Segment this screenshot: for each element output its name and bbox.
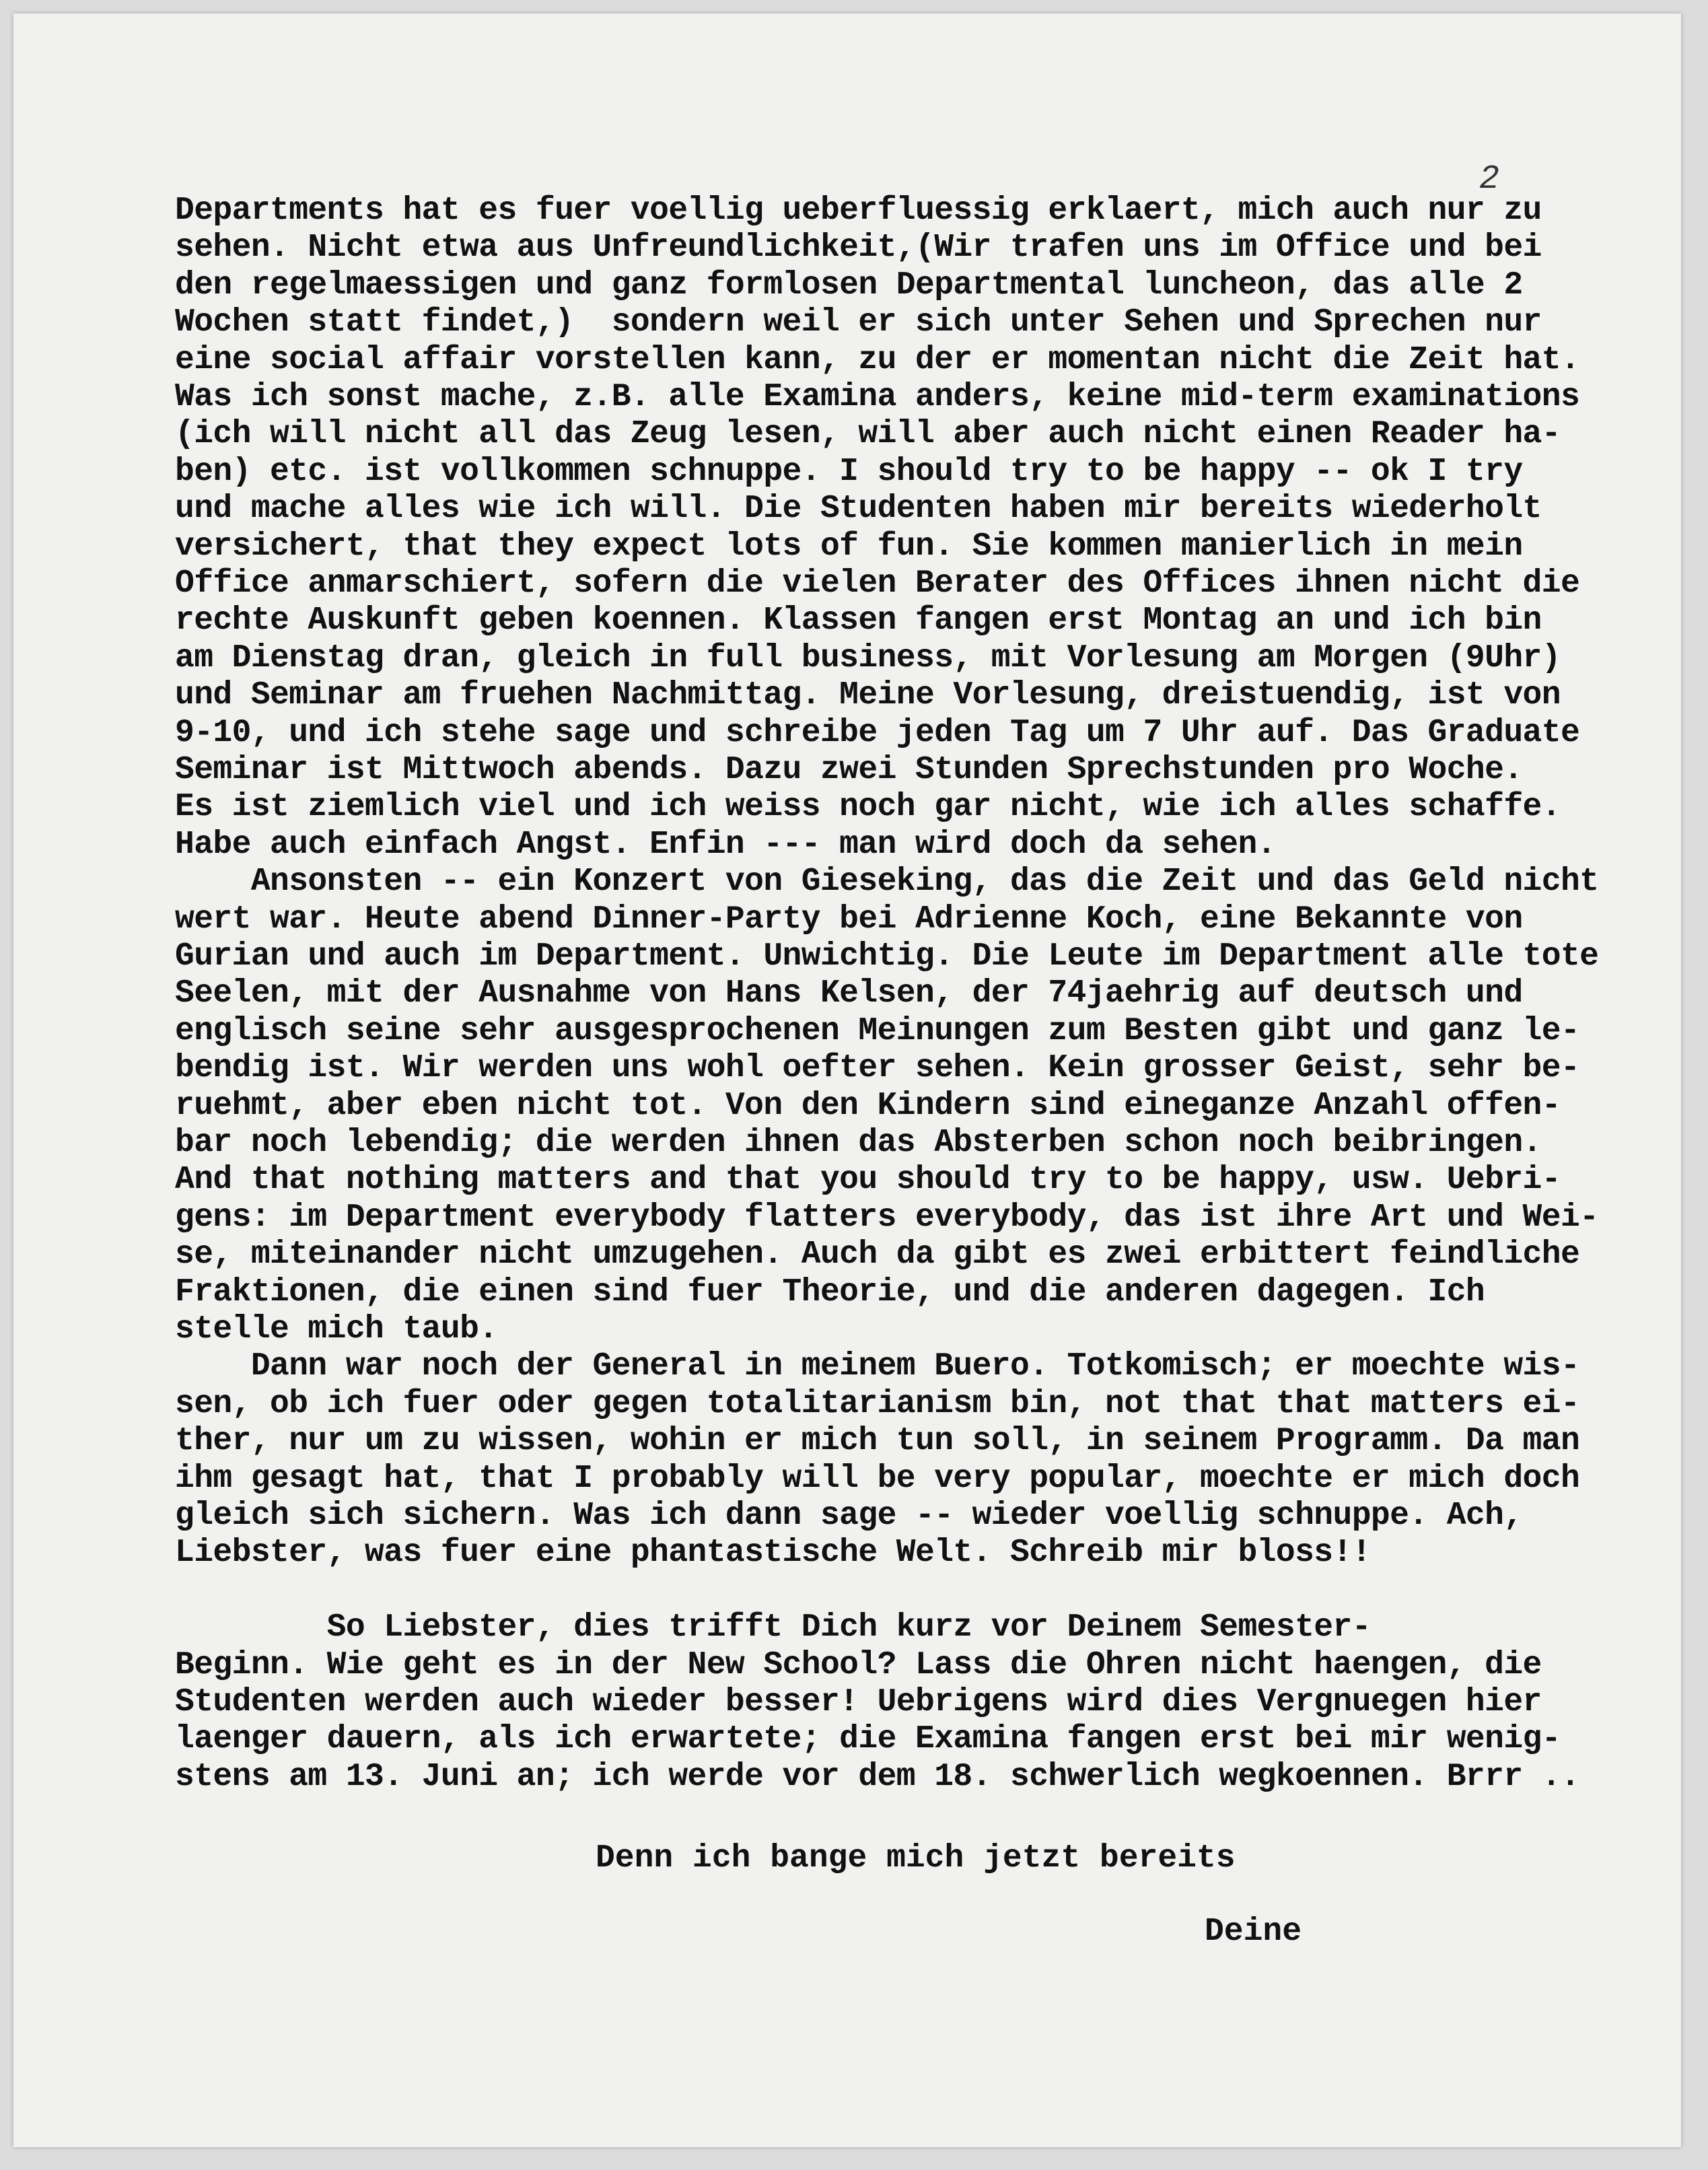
- text-line: laenger dauern, als ich erwartete; die Examina fangen erst bei mir wenig-: [175, 1721, 1561, 1757]
- text-line: Dann war noch der General in meinem Buero. Totkomisch; er moechte wis-: [175, 1348, 1580, 1385]
- text-line: Habe auch einfach Angst. Enfin --- man wird doch da sehen.: [175, 827, 1276, 863]
- text-line: Seelen, mit der Ausnahme von Hans Kelsen, der 74jaehrig auf deutsch und: [175, 975, 1523, 1012]
- text-line: gens: im Department everybody flatters everybody, das ist ihre Art und Wei-: [175, 1199, 1599, 1236]
- text-line: Office anmarschiert, sofern die vielen Berater des Offices ihnen nicht die: [175, 565, 1580, 602]
- text-line: Es ist ziemlich viel und ich weiss noch gar nicht, wie ich alles schaffe.: [175, 789, 1561, 825]
- text-line: Liebster, was fuer eine phantastische Welt. Schreib mir bloss!!: [175, 1535, 1371, 1571]
- text-line: Gurian und auch im Department. Unwichtig. Die Leute im Department alle tote: [175, 938, 1599, 975]
- page-number: 2: [1479, 160, 1500, 199]
- text-line: rechte Auskunft geben koennen. Klassen fangen erst Montag an und ich bin: [175, 602, 1542, 639]
- text-line: Departments hat es fuer voellig ueberfluessig erklaert, mich auch nur zu: [175, 193, 1542, 229]
- text-line: Wochen statt findet,) sondern weil er sich unter Sehen und Sprechen nur: [175, 304, 1542, 341]
- closing-line: Denn ich bange mich jetzt bereits: [596, 1840, 1236, 1877]
- text-line: 9-10, und ich stehe sage und schreibe jeden Tag um 7 Uhr auf. Das Graduate: [175, 715, 1580, 751]
- text-line: ruehmt, aber eben nicht tot. Von den Kindern sind eineganze Anzahl offen-: [175, 1088, 1561, 1124]
- text-line: Studenten werden auch wieder besser! Uebrigens wird dies Vergnuegen hier: [175, 1684, 1542, 1720]
- text-line: So Liebster, dies trifft Dich kurz vor Deinem Semester-: [175, 1609, 1371, 1646]
- text-line: eine social affair vorstellen kann, zu der er momentan nicht die Zeit hat.: [175, 342, 1580, 378]
- letter-page: [13, 13, 1681, 2147]
- text-line: am Dienstag dran, gleich in full business, mit Vorlesung am Morgen (9Uhr): [175, 640, 1561, 676]
- text-line: stens am 13. Juni an; ich werde vor dem 18. schwerlich wegkoennen. Brrr ..: [175, 1759, 1580, 1795]
- text-line: Beginn. Wie geht es in der New School? Lass die Ohren nicht haengen, die: [175, 1647, 1542, 1683]
- text-line: Ansonsten -- ein Konzert von Gieseking, das die Zeit und das Geld nicht: [175, 864, 1599, 900]
- text-line: Was ich sonst mache, z.B. alle Examina anders, keine mid-term examinations: [175, 379, 1580, 415]
- text-line: sen, ob ich fuer oder gegen totalitarianism bin, not that that matters ei-: [175, 1386, 1580, 1422]
- text-line: bar noch lebendig; die werden ihnen das Absterben schon noch beibringen.: [175, 1125, 1542, 1161]
- text-line: wert war. Heute abend Dinner-Party bei Adrienne Koch, eine Bekannte von: [175, 901, 1523, 938]
- text-line: And that nothing matters and that you should try to be happy, usw. Uebri-: [175, 1162, 1561, 1198]
- text-line: den regelmaessigen und ganz formlosen Departmental luncheon, das alle 2: [175, 267, 1523, 304]
- text-line: Fraktionen, die einen sind fuer Theorie, und die anderen dagegen. Ich: [175, 1274, 1485, 1310]
- text-line: und mache alles wie ich will. Die Studenten haben mir bereits wiederholt: [175, 491, 1542, 527]
- signature: Deine: [1205, 1914, 1302, 1950]
- text-line: (ich will nicht all das Zeug lesen, will aber auch nicht einen Reader ha-: [175, 416, 1561, 452]
- text-line: ben) etc. ist vollkommen schnuppe. I should try to be happy -- ok I try: [175, 454, 1523, 490]
- text-line: stelle mich taub.: [175, 1311, 498, 1348]
- text-line: Seminar ist Mittwoch abends. Dazu zwei Stunden Sprechstunden pro Woche.: [175, 752, 1523, 788]
- text-line: bendig ist. Wir werden uns wohl oefter sehen. Kein grosser Geist, sehr be-: [175, 1050, 1580, 1086]
- text-line: versichert, that they expect lots of fun. Sie kommen manierlich in mein: [175, 528, 1523, 565]
- text-line: und Seminar am fruehen Nachmittag. Meine Vorlesung, dreistuendig, ist von: [175, 677, 1561, 713]
- text-line: sehen. Nicht etwa aus Unfreundlichkeit,(Wir trafen uns im Office und bei: [175, 230, 1542, 266]
- text-line: ther, nur um zu wissen, wohin er mich tun soll, in seinem Programm. Da man: [175, 1423, 1580, 1459]
- text-line: gleich sich sichern. Was ich dann sage -- wieder voellig schnuppe. Ach,: [175, 1498, 1523, 1534]
- text-line: ihm gesagt hat, that I probably will be very popular, moechte er mich doch: [175, 1461, 1580, 1497]
- text-line: se, miteinander nicht umzugehen. Auch da gibt es zwei erbittert feindliche: [175, 1236, 1580, 1273]
- text-line: englisch seine sehr ausgesprochenen Meinungen zum Besten gibt und ganz le-: [175, 1013, 1580, 1049]
